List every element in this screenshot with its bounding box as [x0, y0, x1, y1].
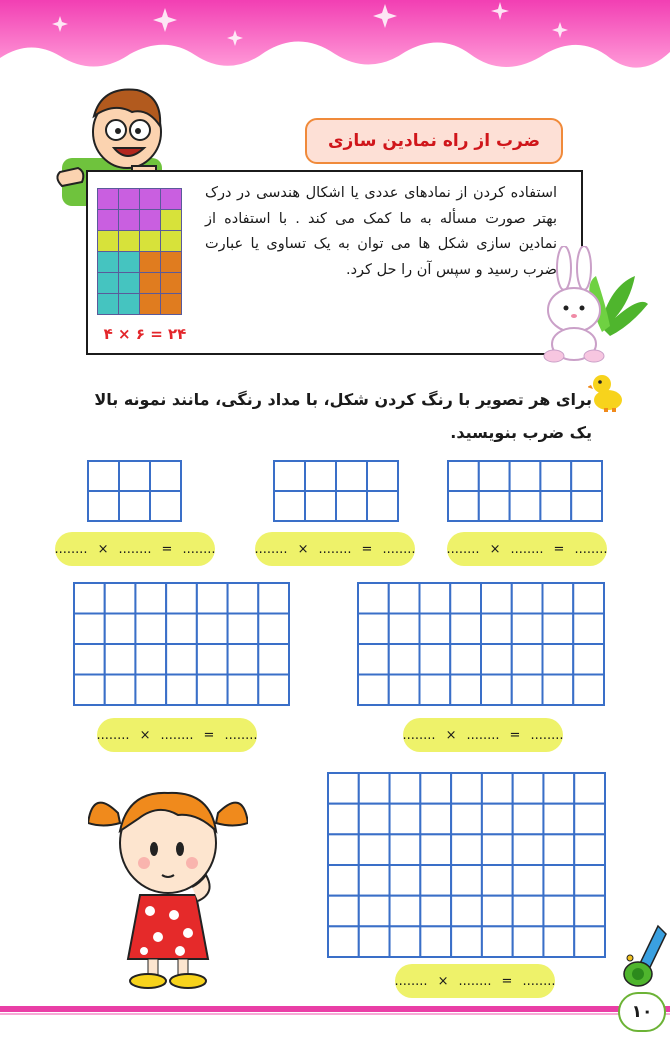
- answer-blank[interactable]: ........: [402, 727, 436, 743]
- grid-cell[interactable]: [74, 614, 105, 645]
- multiply-sign: ×: [139, 727, 151, 743]
- grid-cell[interactable]: [540, 491, 571, 521]
- grid-cell[interactable]: [228, 583, 259, 614]
- snail-pencil-illustration: [620, 924, 670, 994]
- answer-blank[interactable]: ........: [394, 973, 428, 989]
- grid-cell[interactable]: [574, 896, 605, 927]
- grid-cell[interactable]: [305, 461, 336, 491]
- answer-equation-pill: [55, 532, 215, 566]
- grid-cell[interactable]: [512, 614, 543, 645]
- grid-cell[interactable]: [359, 834, 390, 865]
- example-grid-cell: [119, 252, 140, 273]
- grid-cell[interactable]: [390, 926, 421, 957]
- intro-paragraph: استفاده کردن از نمادهای عددی یا اشکال هندسی در درک بهتر صورت مسأله به ما کمک می کند . با استفاده از نمادین سازی شکل ها می توان به یک تساوی یا عبارت ضرب رسید و سپس آن را حل کرد.: [205, 185, 557, 278]
- equals-sign: =: [509, 727, 521, 743]
- page-number: ۱۰: [618, 992, 666, 1032]
- grid-cell[interactable]: [150, 491, 181, 521]
- grid-cell[interactable]: [197, 644, 228, 675]
- grid-cell[interactable]: [512, 583, 543, 614]
- exercise-grid[interactable]: [73, 582, 290, 706]
- grid-cell[interactable]: [359, 773, 390, 804]
- grid-cell[interactable]: [510, 461, 541, 491]
- grid-cell[interactable]: [119, 461, 150, 491]
- grid-cell[interactable]: [482, 896, 513, 927]
- grid-cell[interactable]: [274, 491, 305, 521]
- example-grid-cell: [161, 210, 182, 231]
- grid-cell[interactable]: [105, 644, 136, 675]
- grid-cell[interactable]: [420, 773, 451, 804]
- grid-cell[interactable]: [359, 896, 390, 927]
- grid-cell[interactable]: [328, 926, 359, 957]
- grid-cell[interactable]: [367, 491, 398, 521]
- exercise-grid[interactable]: [87, 460, 182, 522]
- grid-cell[interactable]: [450, 644, 481, 675]
- grid-cell[interactable]: [420, 926, 451, 957]
- grid-cell[interactable]: [228, 614, 259, 645]
- answer-blank[interactable]: ........: [318, 541, 352, 557]
- example-grid-cell: [98, 231, 119, 252]
- grid-cell[interactable]: [336, 461, 367, 491]
- grid-cell[interactable]: [166, 614, 197, 645]
- grid-cell[interactable]: [450, 614, 481, 645]
- example-grid-cell: [119, 210, 140, 231]
- grid-cell[interactable]: [359, 926, 390, 957]
- example-grid-cell: [140, 231, 161, 252]
- grid-cell[interactable]: [358, 583, 389, 614]
- answer-blank[interactable]: ........: [458, 973, 492, 989]
- example-grid-cell: [161, 294, 182, 315]
- footer-stripe: [0, 1004, 670, 1016]
- example-equation: ۴ × ۶ = ۲۴: [103, 325, 187, 343]
- grid-cell[interactable]: [166, 583, 197, 614]
- grid-cell[interactable]: [482, 773, 513, 804]
- grid-cell[interactable]: [479, 491, 510, 521]
- grid-cell[interactable]: [119, 491, 150, 521]
- grid-cell[interactable]: [540, 461, 571, 491]
- grid-cell[interactable]: [543, 614, 574, 645]
- example-grid-cell: [140, 210, 161, 231]
- grid-cell[interactable]: [258, 614, 289, 645]
- grid-cell[interactable]: [571, 491, 602, 521]
- grid-cell[interactable]: [420, 675, 451, 706]
- grid-cell[interactable]: [543, 644, 574, 675]
- page-title: ضرب از راه نمادین سازی: [305, 118, 563, 164]
- grid-cell[interactable]: [390, 834, 421, 865]
- grid-cell[interactable]: [420, 804, 451, 835]
- header-banner: [0, 0, 670, 80]
- grid-cell[interactable]: [135, 583, 166, 614]
- equals-sign: =: [203, 727, 215, 743]
- grid-cell[interactable]: [358, 675, 389, 706]
- grid-cell[interactable]: [197, 675, 228, 706]
- grid-cell[interactable]: [88, 461, 119, 491]
- grid-cell[interactable]: [481, 583, 512, 614]
- answer-blank[interactable]: ........: [54, 541, 88, 557]
- answer-equation-pill: [255, 532, 415, 566]
- grid-cell[interactable]: [451, 926, 482, 957]
- grid-cell[interactable]: [574, 865, 605, 896]
- answer-blank[interactable]: ........: [96, 727, 130, 743]
- example-grid-cell: [161, 231, 182, 252]
- grid-cell[interactable]: [574, 926, 605, 957]
- grid-cell[interactable]: [359, 804, 390, 835]
- grid-cell[interactable]: [197, 614, 228, 645]
- grid-cell[interactable]: [513, 834, 544, 865]
- answer-blank[interactable]: ........: [530, 727, 564, 743]
- grid-cell[interactable]: [451, 896, 482, 927]
- answer-equation-pill: [97, 718, 257, 752]
- grid-cell[interactable]: [513, 926, 544, 957]
- grid-cell[interactable]: [448, 461, 479, 491]
- grid-cell[interactable]: [74, 583, 105, 614]
- grid-cell[interactable]: [513, 865, 544, 896]
- grid-cell[interactable]: [543, 896, 574, 927]
- grid-cell[interactable]: [573, 614, 604, 645]
- instruction-text: برای هر تصویر با رنگ کردن شکل، با مداد رنگی، مانند نمونه بالا یک ضرب بنویسید.: [94, 390, 592, 442]
- grid-cell[interactable]: [481, 614, 512, 645]
- grid-cell[interactable]: [390, 896, 421, 927]
- grid-cell[interactable]: [573, 675, 604, 706]
- grid-cell[interactable]: [390, 865, 421, 896]
- grid-cell[interactable]: [390, 773, 421, 804]
- example-grid-cell: [119, 273, 140, 294]
- grid-cell[interactable]: [336, 491, 367, 521]
- multiply-sign: ×: [489, 541, 501, 557]
- grid-cell[interactable]: [573, 644, 604, 675]
- example-grid-cell: [140, 189, 161, 210]
- example-grid-cell: [161, 273, 182, 294]
- grid-cell[interactable]: [197, 583, 228, 614]
- example-grid-cell: [119, 189, 140, 210]
- grid-cell[interactable]: [305, 491, 336, 521]
- grid-cell[interactable]: [543, 834, 574, 865]
- grid-cell[interactable]: [451, 834, 482, 865]
- exercise-grid[interactable]: [447, 460, 603, 522]
- grid-cell[interactable]: [512, 644, 543, 675]
- grid-cell[interactable]: [105, 614, 136, 645]
- grid-cell[interactable]: [451, 865, 482, 896]
- grid-cell[interactable]: [543, 773, 574, 804]
- example-grid-cell: [119, 294, 140, 315]
- grid-cell[interactable]: [420, 896, 451, 927]
- example-grid-cell: [98, 210, 119, 231]
- grid-cell[interactable]: [389, 583, 420, 614]
- grid-cell[interactable]: [166, 675, 197, 706]
- grid-cell[interactable]: [274, 461, 305, 491]
- grid-cell[interactable]: [574, 804, 605, 835]
- example-grid-cell: [98, 273, 119, 294]
- grid-cell[interactable]: [105, 675, 136, 706]
- answer-blank[interactable]: ........: [224, 727, 258, 743]
- equals-sign: =: [553, 541, 565, 557]
- example-grid-cell: [140, 294, 161, 315]
- grid-cell[interactable]: [420, 865, 451, 896]
- grid-cell[interactable]: [450, 583, 481, 614]
- grid-cell[interactable]: [135, 675, 166, 706]
- grid-cell[interactable]: [543, 926, 574, 957]
- grid-cell[interactable]: [358, 644, 389, 675]
- grid-cell[interactable]: [328, 865, 359, 896]
- grid-cell[interactable]: [512, 675, 543, 706]
- grid-cell[interactable]: [571, 461, 602, 491]
- multiply-sign: ×: [445, 727, 457, 743]
- grid-cell[interactable]: [513, 804, 544, 835]
- grid-cell[interactable]: [574, 834, 605, 865]
- exercise-grid[interactable]: [327, 772, 606, 958]
- grid-cell[interactable]: [481, 644, 512, 675]
- answer-blank[interactable]: ........: [522, 973, 556, 989]
- duck-icon: [588, 372, 624, 412]
- grid-cell[interactable]: [573, 583, 604, 614]
- grid-cell[interactable]: [420, 583, 451, 614]
- example-grid-cell: [98, 189, 119, 210]
- example-grid-cell: [161, 252, 182, 273]
- example-grid-cell: [98, 294, 119, 315]
- example-grid-cell: [140, 273, 161, 294]
- grid-cell[interactable]: [258, 675, 289, 706]
- grid-cell[interactable]: [482, 834, 513, 865]
- answer-blank[interactable]: ........: [160, 727, 194, 743]
- grid-cell[interactable]: [390, 804, 421, 835]
- grid-cell[interactable]: [328, 834, 359, 865]
- example-grid-cell: [161, 189, 182, 210]
- grid-cell[interactable]: [479, 461, 510, 491]
- grid-cell[interactable]: [135, 614, 166, 645]
- equals-sign: =: [501, 973, 513, 989]
- grid-cell[interactable]: [448, 491, 479, 521]
- equals-sign: =: [161, 541, 173, 557]
- grid-cell[interactable]: [510, 491, 541, 521]
- answer-blank[interactable]: ........: [182, 541, 216, 557]
- grid-cell[interactable]: [574, 773, 605, 804]
- exercise-grid[interactable]: [273, 460, 399, 522]
- grid-cell[interactable]: [74, 675, 105, 706]
- grid-cell[interactable]: [451, 773, 482, 804]
- grid-cell[interactable]: [74, 644, 105, 675]
- multiply-sign: ×: [297, 541, 309, 557]
- grid-cell[interactable]: [543, 804, 574, 835]
- grid-cell[interactable]: [328, 773, 359, 804]
- answer-equation-pill: [447, 532, 607, 566]
- example-grid-cell: [140, 252, 161, 273]
- grid-cell[interactable]: [482, 865, 513, 896]
- grid-cell[interactable]: [420, 834, 451, 865]
- grid-cell[interactable]: [420, 614, 451, 645]
- grid-cell[interactable]: [543, 675, 574, 706]
- answer-blank[interactable]: ........: [254, 541, 288, 557]
- grid-cell[interactable]: [358, 614, 389, 645]
- answer-equation-pill: [403, 718, 563, 752]
- grid-cell[interactable]: [389, 614, 420, 645]
- answer-blank[interactable]: ........: [382, 541, 416, 557]
- equals-sign: =: [361, 541, 373, 557]
- answer-blank[interactable]: ........: [466, 727, 500, 743]
- grid-cell[interactable]: [166, 644, 197, 675]
- grid-cell[interactable]: [88, 491, 119, 521]
- grid-cell[interactable]: [359, 865, 390, 896]
- grid-cell[interactable]: [482, 926, 513, 957]
- grid-cell[interactable]: [258, 583, 289, 614]
- answer-blank[interactable]: ........: [574, 541, 608, 557]
- answer-equation-pill: [395, 964, 555, 998]
- grid-cell[interactable]: [135, 644, 166, 675]
- grid-cell[interactable]: [367, 461, 398, 491]
- grid-cell[interactable]: [389, 644, 420, 675]
- grid-cell[interactable]: [420, 644, 451, 675]
- multiply-sign: ×: [97, 541, 109, 557]
- multiply-sign: ×: [437, 973, 449, 989]
- grid-cell[interactable]: [228, 644, 259, 675]
- grid-cell[interactable]: [105, 583, 136, 614]
- grid-cell[interactable]: [450, 675, 481, 706]
- grid-cell[interactable]: [543, 865, 574, 896]
- grid-cell[interactable]: [328, 896, 359, 927]
- grid-cell[interactable]: [543, 583, 574, 614]
- grid-cell[interactable]: [258, 644, 289, 675]
- grid-cell[interactable]: [513, 896, 544, 927]
- grid-cell[interactable]: [228, 675, 259, 706]
- grid-cell[interactable]: [389, 675, 420, 706]
- example-grid-cell: [98, 252, 119, 273]
- example-grid-cell: [119, 231, 140, 252]
- answer-blank[interactable]: ........: [446, 541, 480, 557]
- grid-cell[interactable]: [513, 773, 544, 804]
- grid-cell[interactable]: [451, 804, 482, 835]
- grid-cell[interactable]: [481, 675, 512, 706]
- grid-cell[interactable]: [150, 461, 181, 491]
- answer-blank[interactable]: ........: [118, 541, 152, 557]
- answer-blank[interactable]: ........: [510, 541, 544, 557]
- bunny-illustration: [540, 246, 650, 364]
- girl-character-illustration: [88, 783, 248, 993]
- exercise-grid[interactable]: [357, 582, 605, 706]
- grid-cell[interactable]: [482, 804, 513, 835]
- example-colored-grid: [97, 188, 183, 315]
- grid-cell[interactable]: [328, 804, 359, 835]
